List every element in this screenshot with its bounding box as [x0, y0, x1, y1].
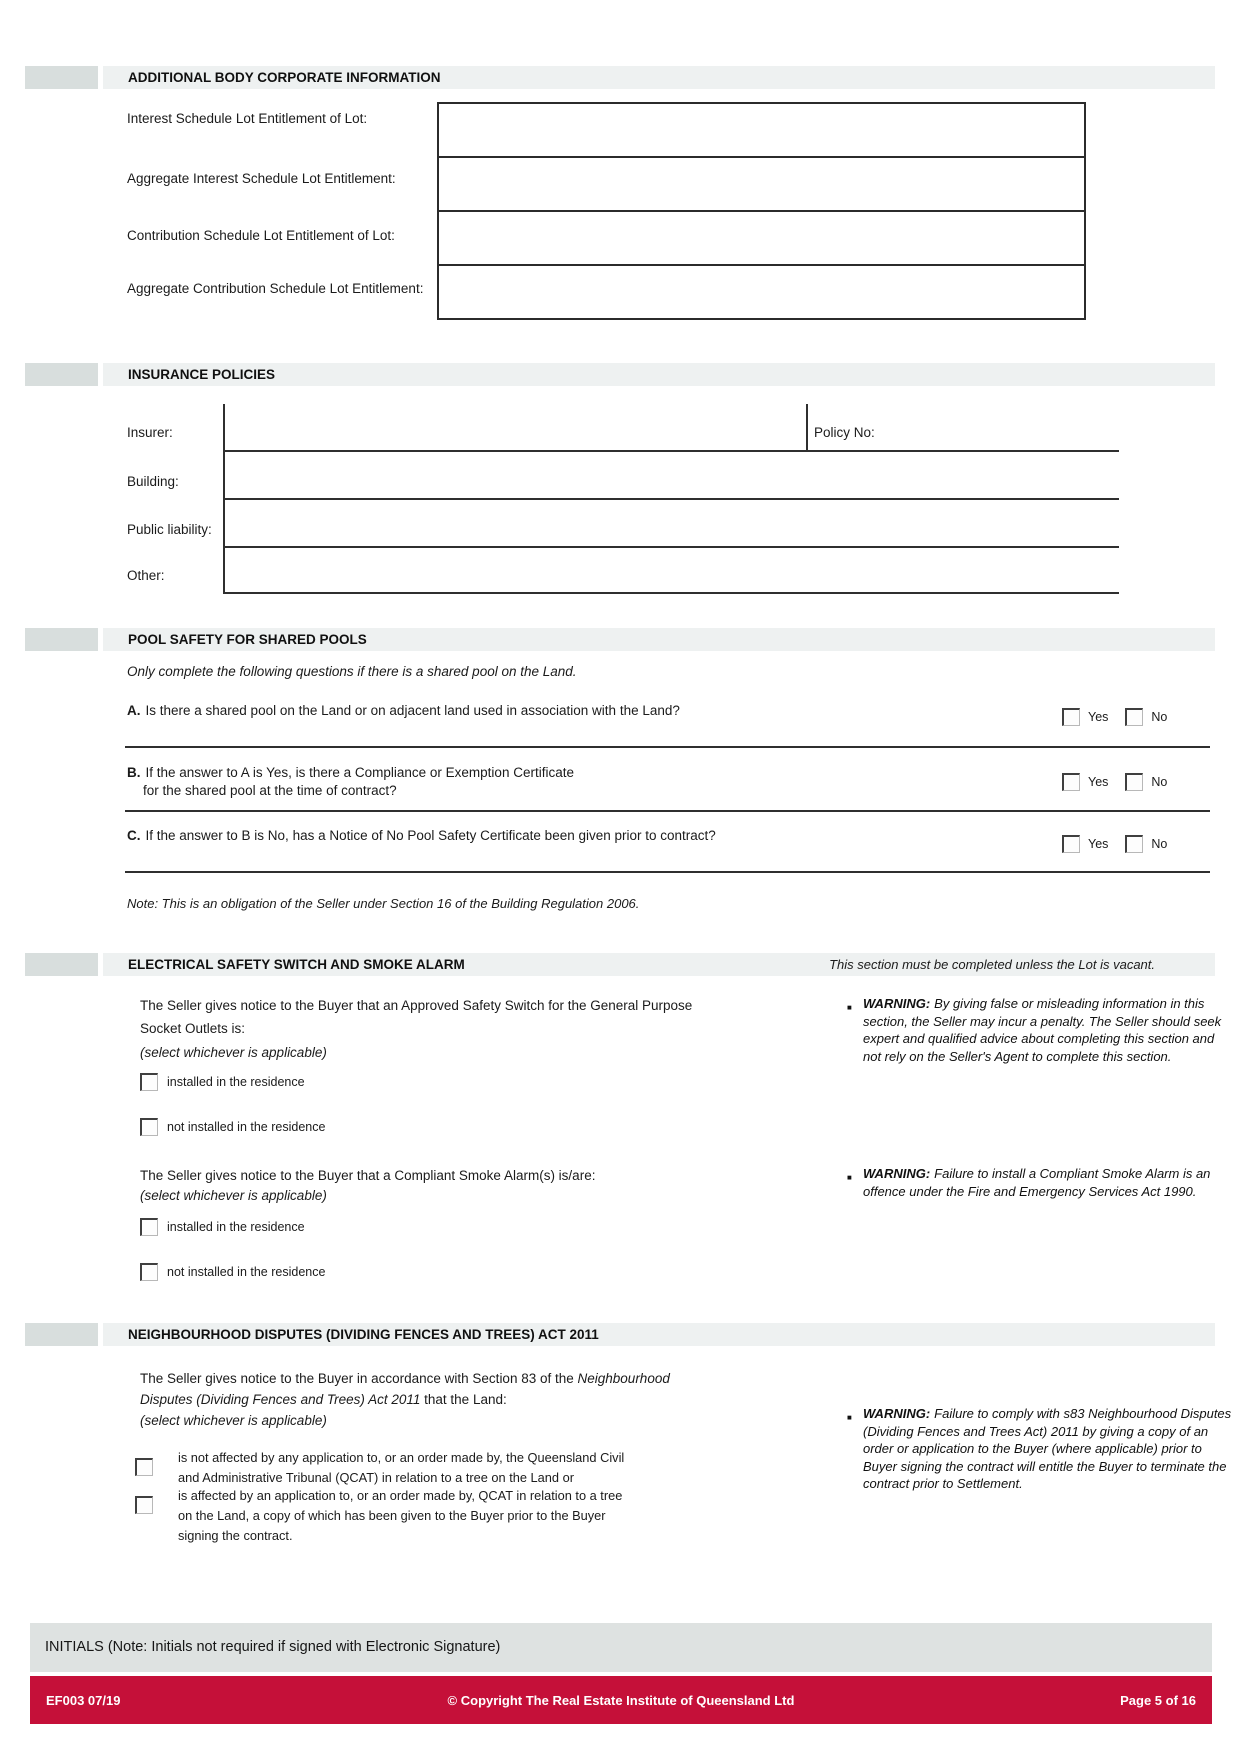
- act-name-italic: Neighbourhood: [577, 1371, 670, 1386]
- field-label-contribution-schedule: Contribution Schedule Lot Entitlement of Lot:: [127, 228, 395, 243]
- pool-safety-note: Note: This is an obligation of the Seller under Section 16 of the Building Regulation 2006.: [127, 896, 640, 911]
- section-tab: [25, 363, 98, 386]
- question-a-no-checkbox[interactable]: [1125, 708, 1143, 726]
- question-c-yes-checkbox[interactable]: [1062, 835, 1080, 853]
- smoke-alarm-notice: The Seller gives notice to the Buyer that a Compliant Smoke Alarm(s) is/are:: [140, 1168, 596, 1183]
- insurance-policy-divider-rule: [806, 404, 808, 450]
- square-bullet-icon: ■: [847, 1413, 852, 1422]
- public-liability-input-line[interactable]: [223, 546, 1119, 548]
- question-b-text-line1: If the answer to A is Yes, is there a Compliance or Exemption Certificate: [145, 765, 574, 780]
- contribution-schedule-input[interactable]: [437, 210, 1086, 266]
- interest-schedule-input[interactable]: [437, 102, 1086, 158]
- section-tab: [25, 1323, 98, 1346]
- smoke-alarm-not-installed-label: not installed in the residence: [167, 1265, 326, 1279]
- section-tab: [25, 628, 98, 651]
- safety-switch-warning: [847, 995, 1235, 1065]
- safety-switch-notice: The Seller gives notice to the Buyer that an Approved Safety Switch for the General Purpose Socket Outlets is:: [140, 998, 693, 1036]
- question-a-separator: [125, 746, 1210, 748]
- no-label: No: [1151, 710, 1168, 724]
- electrical-section-note: This section must be completed unless the Lot is vacant.: [829, 957, 1155, 972]
- question-a-yesno: [1062, 708, 1167, 726]
- question-b-separator: [125, 810, 1210, 812]
- section-band: [103, 1323, 1215, 1346]
- section-tab: [25, 953, 98, 976]
- neighbourhood-select-note: (select whichever is applicable): [140, 1413, 327, 1428]
- smoke-alarm-select-note: (select whichever is applicable): [140, 1188, 327, 1203]
- section-header-pool-safety: [25, 628, 1215, 651]
- square-bullet-icon: ■: [847, 1003, 852, 1012]
- smoke-alarm-not-installed-checkbox[interactable]: [140, 1263, 158, 1281]
- question-b-prefix: B.: [127, 765, 141, 780]
- safety-switch-option-not-installed: [140, 1118, 325, 1136]
- option-text-line: signing the contract.: [178, 1528, 293, 1543]
- question-b-no-checkbox[interactable]: [1125, 773, 1143, 791]
- aggregate-interest-input[interactable]: [437, 156, 1086, 212]
- yes-label: Yes: [1088, 710, 1109, 724]
- no-label: No: [1151, 837, 1168, 851]
- policy-no-label: Policy No:: [814, 425, 875, 440]
- question-b-yesno: [1062, 773, 1167, 791]
- smoke-alarm-installed-checkbox[interactable]: [140, 1218, 158, 1236]
- safety-switch-option-installed: [140, 1073, 305, 1091]
- section-title-electrical: ELECTRICAL SAFETY SWITCH AND SMOKE ALARM: [128, 957, 465, 972]
- warning-prefix: WARNING:: [863, 1406, 931, 1421]
- safety-switch-warning-text: By giving false or misleading information in this section, the Seller may incur a penalty. The Seller should seek expert and qualified advice about completing this section and not rely on the Seller's Agent to complete this section.: [863, 996, 1222, 1064]
- section-header-body-corporate: [25, 66, 1215, 89]
- not-affected-option-text: [178, 1448, 624, 1488]
- section-band: [103, 628, 1215, 651]
- field-label-interest-schedule: Interest Schedule Lot Entitlement of Lot:: [127, 111, 368, 126]
- section-band: [103, 66, 1215, 89]
- neighbourhood-warning: [847, 1405, 1235, 1493]
- neighbourhood-notice: [140, 1368, 780, 1410]
- smoke-alarm-warning: [847, 1165, 1235, 1200]
- neighbourhood-warning-text: Failure to comply with s83 Neighbourhood Disputes (Dividing Fences and Trees Act) 2011 by giving a copy of an order or application to the Buyer (where applicable) prior to Buyer signing the contract will entitle the Buyer to terminate the contract prior to Settlement.: [863, 1406, 1232, 1491]
- act-name-italic: Disputes (Dividing Fences and Trees) Act 2011: [140, 1392, 421, 1407]
- option-text-line: is affected by an application to, or an order made by, QCAT in relation to a tree: [178, 1488, 623, 1503]
- question-c: [127, 827, 716, 845]
- pool-safety-instruction: Only complete the following questions if there is a shared pool on the Land.: [127, 664, 577, 679]
- question-c-prefix: C.: [127, 828, 141, 843]
- option-text-line: and Administrative Tribunal (QCAT) in relation to a tree on the Land or: [178, 1470, 574, 1485]
- section-band: [103, 953, 1215, 976]
- safety-switch-select-note: (select whichever is applicable): [140, 1045, 327, 1060]
- field-label-aggregate-interest: Aggregate Interest Schedule Lot Entitlement:: [127, 171, 396, 186]
- section-header-insurance: [25, 363, 1215, 386]
- safety-switch-not-installed-checkbox[interactable]: [140, 1118, 158, 1136]
- form-code: EF003 07/19: [46, 1692, 121, 1708]
- question-b: [127, 764, 574, 800]
- safety-switch-not-installed-label: not installed in the residence: [167, 1120, 326, 1134]
- option-text-line: is not affected by any application to, or an order made by, the Queensland Civil: [178, 1450, 625, 1465]
- question-c-separator: [125, 871, 1210, 873]
- field-label-aggregate-contribution: Aggregate Contribution Schedule Lot Entitlement:: [127, 281, 424, 296]
- neighbourhood-notice-line2: [140, 1389, 780, 1410]
- warning-prefix: WARNING:: [863, 1166, 931, 1181]
- smoke-alarm-option-not-installed: [140, 1263, 325, 1281]
- affected-checkbox[interactable]: [135, 1496, 153, 1514]
- question-a: [127, 702, 680, 720]
- question-b-text-line2: for the shared pool at the time of contract?: [143, 783, 397, 798]
- initials-note: INITIALS (Note: Initials not required if signed with Electronic Signature): [45, 1639, 501, 1655]
- section-title-insurance: INSURANCE POLICIES: [128, 367, 276, 382]
- insurer-input-line[interactable]: [223, 450, 1119, 452]
- no-label: No: [1151, 775, 1168, 789]
- aggregate-contribution-input[interactable]: [437, 264, 1086, 320]
- other-input-line[interactable]: [223, 592, 1119, 594]
- safety-switch-installed-checkbox[interactable]: [140, 1073, 158, 1091]
- building-input-line[interactable]: [223, 498, 1119, 500]
- smoke-alarm-warning-text: Failure to install a Compliant Smoke Alarm is an offence under the Fire and Emergency Services Act 1990.: [863, 1166, 1211, 1199]
- question-a-prefix: A.: [127, 703, 141, 718]
- yes-label: Yes: [1088, 775, 1109, 789]
- affected-option-text: [178, 1486, 622, 1546]
- question-a-text: Is there a shared pool on the Land or on adjacent land used in association with the Land?: [145, 703, 680, 718]
- section-title-body-corporate: ADDITIONAL BODY CORPORATE INFORMATION: [128, 70, 441, 85]
- section-title-pool-safety: POOL SAFETY FOR SHARED POOLS: [128, 632, 367, 647]
- section-tab: [25, 66, 98, 89]
- page-number: Page 5 of 16: [1120, 1692, 1196, 1708]
- question-c-text: If the answer to B is No, has a Notice of No Pool Safety Certificate been given prior to contract?: [145, 828, 716, 843]
- notice-regular-text: The Seller gives notice to the Buyer in accordance with Section 83 of the: [140, 1371, 574, 1386]
- safety-switch-installed-label: installed in the residence: [167, 1075, 305, 1089]
- public-liability-label: Public liability:: [127, 522, 212, 537]
- notice-regular-text: that the Land:: [424, 1392, 507, 1407]
- yes-label: Yes: [1088, 837, 1109, 851]
- other-label: Other:: [127, 568, 165, 583]
- section-band: [103, 363, 1215, 386]
- section-header-electrical: [25, 953, 1215, 976]
- initials-band: [30, 1623, 1212, 1672]
- smoke-alarm-option-installed: [140, 1218, 305, 1236]
- question-b-yes-checkbox[interactable]: [1062, 773, 1080, 791]
- not-affected-checkbox[interactable]: [135, 1458, 153, 1476]
- neighbourhood-notice-line1: [140, 1368, 780, 1389]
- building-label: Building:: [127, 474, 179, 489]
- question-a-yes-checkbox[interactable]: [1062, 708, 1080, 726]
- section-header-neighbourhood: [25, 1323, 1215, 1346]
- footer-bar: [30, 1676, 1212, 1724]
- smoke-alarm-installed-label: installed in the residence: [167, 1220, 305, 1234]
- body-corporate-input-group: [437, 102, 1086, 320]
- section-title-neighbourhood: NEIGHBOURHOOD DISPUTES (DIVIDING FENCES AND TREES) ACT 2011: [128, 1327, 599, 1342]
- square-bullet-icon: ■: [847, 1173, 852, 1182]
- question-c-no-checkbox[interactable]: [1125, 835, 1143, 853]
- insurer-label: Insurer:: [127, 425, 173, 440]
- question-c-yesno: [1062, 835, 1167, 853]
- option-text-line: on the Land, a copy of which has been given to the Buyer prior to the Buyer: [178, 1508, 606, 1523]
- copyright-text: © Copyright The Real Estate Institute of Queensland Ltd: [447, 1692, 795, 1708]
- warning-prefix: WARNING:: [863, 996, 931, 1011]
